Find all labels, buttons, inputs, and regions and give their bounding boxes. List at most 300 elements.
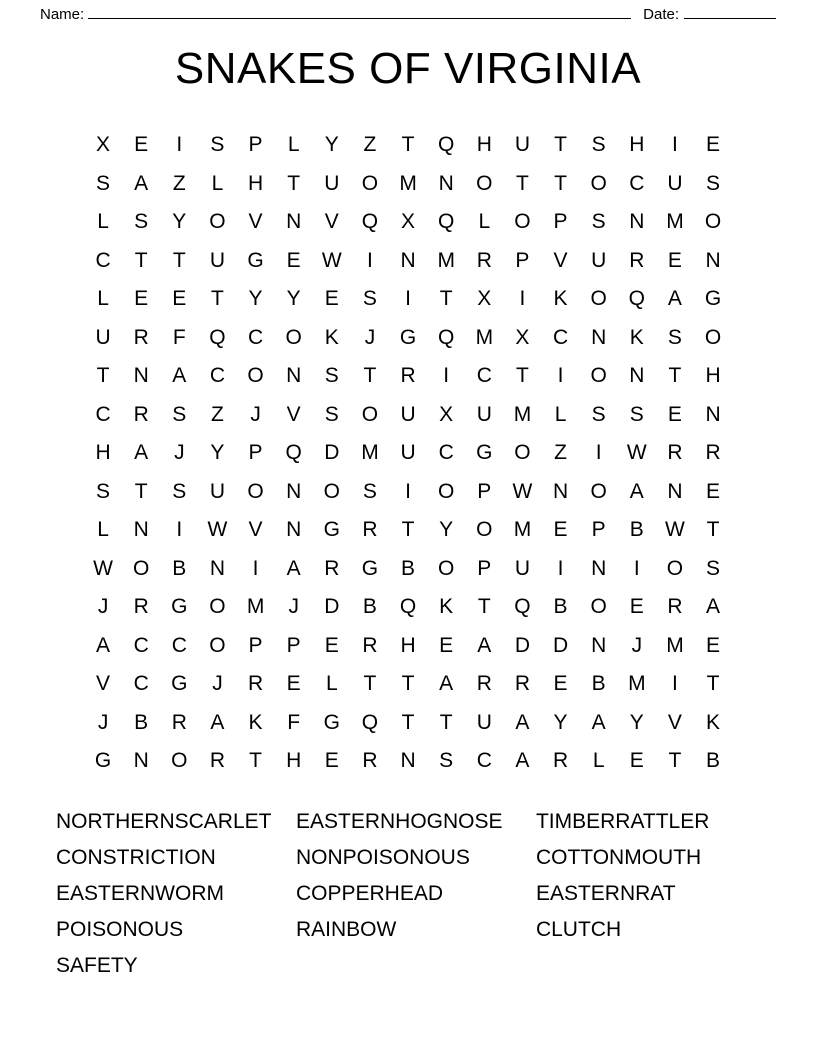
grid-cell[interactable]: U <box>591 248 607 272</box>
grid-cell[interactable]: O <box>171 749 188 773</box>
grid-cell[interactable]: I <box>367 248 373 272</box>
grid-cell[interactable]: U <box>400 441 416 465</box>
grid-cell[interactable]: S <box>591 133 606 157</box>
grid-cell[interactable]: H <box>286 749 302 773</box>
word-list-item[interactable]: NORTHERNSCARLET <box>56 809 272 833</box>
grid-cell[interactable]: Y <box>172 210 187 234</box>
grid-cell[interactable]: M <box>666 210 684 234</box>
grid-cell[interactable]: Y <box>629 710 644 734</box>
grid-cell[interactable]: P <box>286 633 301 657</box>
grid-cell[interactable]: T <box>401 710 415 734</box>
grid-cell[interactable]: N <box>400 749 416 773</box>
grid-cell[interactable]: B <box>134 710 149 734</box>
word-list-item[interactable]: RAINBOW <box>295 917 397 941</box>
grid-cell[interactable]: W <box>321 248 342 272</box>
grid-cell[interactable]: E <box>553 518 568 542</box>
grid-cell[interactable]: N <box>705 402 721 426</box>
grid-cell[interactable]: J <box>212 672 223 696</box>
grid-cell[interactable]: O <box>704 325 722 349</box>
grid-cell[interactable]: S <box>172 402 187 426</box>
grid-cell[interactable]: O <box>514 210 531 234</box>
grid-cell[interactable]: P <box>248 133 263 157</box>
grid-cell[interactable]: P <box>477 556 492 580</box>
grid-cell[interactable]: O <box>514 441 531 465</box>
grid-cell[interactable]: E <box>629 595 644 619</box>
grid-cell[interactable]: V <box>667 710 682 734</box>
grid-cell[interactable]: P <box>248 441 263 465</box>
grid-cell[interactable]: R <box>133 595 149 619</box>
grid-cell[interactable]: X <box>515 325 530 349</box>
grid-cell[interactable]: W <box>665 518 685 542</box>
grid-cell[interactable]: E <box>324 749 339 773</box>
grid-cell[interactable]: B <box>362 595 377 619</box>
grid-cell[interactable]: T <box>172 248 186 272</box>
grid-cell[interactable]: G <box>247 248 264 272</box>
grid-cell[interactable]: N <box>133 364 149 388</box>
grid-cell[interactable]: N <box>286 364 302 388</box>
grid-cell[interactable]: E <box>553 672 568 696</box>
grid-cell[interactable]: P <box>515 248 530 272</box>
grid-cell[interactable]: B <box>172 556 187 580</box>
grid-cell[interactable]: O <box>209 595 226 619</box>
grid-cell[interactable]: Z <box>554 441 567 465</box>
grid-cell[interactable]: S <box>706 556 721 580</box>
grid-cell[interactable]: L <box>287 133 300 157</box>
grid-cell[interactable]: O <box>209 633 226 657</box>
grid-cell[interactable]: R <box>362 749 378 773</box>
grid-cell[interactable]: O <box>323 479 340 503</box>
grid-cell[interactable]: M <box>513 402 532 426</box>
grid-cell[interactable]: V <box>248 518 263 542</box>
grid-cell[interactable]: S <box>172 479 187 503</box>
grid-cell[interactable]: Y <box>553 710 568 734</box>
grid-cell[interactable]: G <box>171 672 188 696</box>
grid-cell[interactable]: S <box>96 171 111 195</box>
grid-cell[interactable]: T <box>96 364 110 388</box>
grid-cell[interactable]: A <box>134 441 149 465</box>
grid-cell[interactable]: U <box>514 556 531 580</box>
grid-cell[interactable]: L <box>97 210 109 234</box>
name-blank-line[interactable] <box>88 6 631 19</box>
grid-cell[interactable]: T <box>363 672 377 696</box>
grid-cell[interactable]: O <box>133 556 150 580</box>
grid-cell[interactable]: X <box>401 210 416 234</box>
grid-cell[interactable]: I <box>405 287 411 311</box>
grid-cell[interactable]: V <box>324 210 339 234</box>
grid-cell[interactable]: Q <box>514 595 531 619</box>
grid-cell[interactable]: B <box>629 518 644 542</box>
grid-cell[interactable]: O <box>247 479 264 503</box>
grid-cell[interactable]: G <box>171 595 188 619</box>
grid-cell[interactable]: S <box>96 479 111 503</box>
grid-cell[interactable]: R <box>705 441 721 465</box>
grid-cell[interactable]: E <box>172 287 187 311</box>
grid-cell[interactable]: Y <box>439 518 454 542</box>
grid-cell[interactable]: G <box>704 287 722 311</box>
grid-cell[interactable]: O <box>666 556 684 580</box>
grid-cell[interactable]: L <box>97 518 109 542</box>
grid-cell[interactable]: D <box>324 441 340 465</box>
grid-cell[interactable]: A <box>96 633 111 657</box>
grid-cell[interactable]: L <box>325 672 338 696</box>
grid-cell[interactable]: J <box>97 595 109 619</box>
grid-cell[interactable]: U <box>95 325 111 349</box>
grid-cell[interactable]: W <box>626 441 647 465</box>
grid-cell[interactable]: M <box>361 441 379 465</box>
grid-cell[interactable]: O <box>361 171 379 195</box>
grid-cell[interactable]: F <box>287 710 301 734</box>
grid-cell[interactable]: E <box>629 749 644 773</box>
grid-cell[interactable]: S <box>362 479 377 503</box>
grid-cell[interactable]: P <box>591 518 606 542</box>
grid-cell[interactable]: M <box>437 248 455 272</box>
grid-cell[interactable]: T <box>668 749 682 773</box>
grid-cell[interactable]: N <box>438 171 454 195</box>
grid-cell[interactable]: K <box>248 710 263 734</box>
word-list-item[interactable]: COPPERHEAD <box>295 881 443 905</box>
grid-cell[interactable]: E <box>706 479 721 503</box>
grid-cell[interactable]: R <box>362 518 378 542</box>
grid-cell[interactable]: R <box>629 248 645 272</box>
grid-cell[interactable]: C <box>95 248 111 272</box>
grid-cell[interactable]: W <box>93 556 113 580</box>
grid-cell[interactable]: R <box>171 710 187 734</box>
grid-cell[interactable]: N <box>286 518 302 542</box>
grid-cell[interactable]: N <box>591 556 607 580</box>
grid-cell[interactable]: B <box>401 556 416 580</box>
grid-cell[interactable]: C <box>552 325 569 349</box>
word-list-item[interactable]: CONSTRICTION <box>56 845 216 869</box>
grid-cell[interactable]: E <box>439 633 454 657</box>
word-list-item[interactable]: CLUTCH <box>535 917 622 941</box>
grid-cell[interactable]: Q <box>438 133 455 157</box>
grid-cell[interactable]: T <box>134 479 148 503</box>
grid-cell[interactable]: J <box>288 595 299 619</box>
grid-cell[interactable]: N <box>133 749 149 773</box>
grid-cell[interactable]: S <box>362 287 377 311</box>
grid-cell[interactable]: Y <box>210 441 225 465</box>
grid-cell[interactable]: Z <box>363 133 377 157</box>
grid-cell[interactable]: R <box>133 325 149 349</box>
grid-cell[interactable]: M <box>513 518 532 542</box>
grid-cell[interactable]: O <box>361 402 379 426</box>
grid-cell[interactable]: A <box>706 595 721 619</box>
grid-cell[interactable]: E <box>667 248 682 272</box>
grid-cell[interactable]: A <box>515 710 530 734</box>
grid-cell[interactable]: A <box>629 479 644 503</box>
grid-cell[interactable]: R <box>667 441 683 465</box>
grid-cell[interactable]: H <box>705 364 721 388</box>
grid-cell[interactable]: E <box>324 287 339 311</box>
grid-cell[interactable]: K <box>553 287 568 311</box>
grid-cell[interactable]: S <box>134 210 149 234</box>
grid-cell[interactable]: S <box>210 133 225 157</box>
grid-cell[interactable]: E <box>134 133 149 157</box>
grid-cell[interactable]: M <box>246 595 265 619</box>
grid-cell[interactable]: V <box>96 672 111 696</box>
grid-cell[interactable]: J <box>174 441 185 465</box>
grid-cell[interactable]: Y <box>286 287 301 311</box>
grid-cell[interactable]: M <box>666 633 684 657</box>
grid-cell[interactable]: H <box>400 633 416 657</box>
grid-cell[interactable]: W <box>512 479 533 503</box>
grid-cell[interactable]: R <box>324 556 340 580</box>
grid-cell[interactable]: C <box>476 749 492 773</box>
grid-cell[interactable]: H <box>629 133 645 157</box>
grid-cell[interactable]: G <box>361 556 379 580</box>
grid-cell[interactable]: T <box>211 287 224 311</box>
grid-cell[interactable]: T <box>401 672 415 696</box>
grid-cell[interactable]: C <box>247 325 264 349</box>
grid-cell[interactable]: D <box>324 595 340 619</box>
grid-cell[interactable]: C <box>171 633 187 657</box>
word-list-item[interactable]: EASTERNHOGNOSE <box>295 809 503 833</box>
grid-cell[interactable]: Q <box>361 210 379 234</box>
grid-cell[interactable]: R <box>247 672 264 696</box>
grid-cell[interactable]: Q <box>438 325 455 349</box>
grid-cell[interactable]: M <box>475 325 494 349</box>
grid-cell[interactable]: I <box>176 518 183 542</box>
grid-cell[interactable]: P <box>553 210 568 234</box>
grid-cell[interactable]: L <box>97 287 109 311</box>
grid-cell[interactable]: J <box>631 633 643 657</box>
grid-cell[interactable]: Q <box>628 287 645 311</box>
grid-cell[interactable]: O <box>476 518 493 542</box>
grid-cell[interactable]: X <box>477 287 492 311</box>
grid-cell[interactable]: R <box>552 749 569 773</box>
grid-cell[interactable]: S <box>324 364 339 388</box>
grid-cell[interactable]: V <box>286 402 301 426</box>
word-list-item[interactable]: COTTONMOUTH <box>535 845 702 869</box>
grid-cell[interactable]: U <box>667 171 683 195</box>
grid-cell[interactable]: S <box>439 749 454 773</box>
grid-cell[interactable]: E <box>706 633 721 657</box>
grid-cell[interactable]: F <box>172 325 186 349</box>
grid-cell[interactable]: M <box>399 171 417 195</box>
grid-cell[interactable]: N <box>133 518 149 542</box>
grid-cell[interactable]: N <box>705 248 721 272</box>
word-list-item[interactable]: NONPOISONOUS <box>295 845 470 869</box>
grid-cell[interactable]: A <box>210 710 225 734</box>
grid-cell[interactable]: O <box>590 287 607 311</box>
word-list-item[interactable]: POISONOUS <box>56 917 184 941</box>
grid-cell[interactable]: R <box>209 749 226 773</box>
grid-cell[interactable]: H <box>95 441 111 465</box>
grid-cell[interactable]: R <box>133 402 149 426</box>
grid-cell[interactable]: V <box>553 248 568 272</box>
grid-cell[interactable]: N <box>552 479 569 503</box>
grid-cell[interactable]: J <box>364 325 376 349</box>
grid-cell[interactable]: C <box>438 441 454 465</box>
grid-cell[interactable]: A <box>477 633 492 657</box>
grid-cell[interactable]: U <box>476 710 492 734</box>
grid-cell[interactable]: I <box>443 364 450 388</box>
grid-cell[interactable]: Q <box>399 595 417 619</box>
grid-cell[interactable]: C <box>209 364 226 388</box>
grid-cell[interactable]: U <box>324 171 340 195</box>
grid-cell[interactable]: T <box>477 595 491 619</box>
grid-cell[interactable]: R <box>400 364 416 388</box>
grid-cell[interactable]: Y <box>248 287 263 311</box>
grid-cell[interactable]: X <box>439 402 454 426</box>
grid-cell[interactable]: W <box>207 518 228 542</box>
grid-cell[interactable]: S <box>629 402 644 426</box>
grid-cell[interactable]: Q <box>361 710 379 734</box>
grid-cell[interactable]: T <box>554 133 567 157</box>
grid-cell[interactable]: C <box>476 364 492 388</box>
grid-cell[interactable]: L <box>554 402 567 426</box>
grid-cell[interactable]: O <box>590 595 607 619</box>
grid-cell[interactable]: D <box>514 633 531 657</box>
grid-cell[interactable]: I <box>672 672 678 696</box>
grid-cell[interactable]: O <box>285 325 302 349</box>
grid-cell[interactable]: I <box>176 133 183 157</box>
grid-cell[interactable]: H <box>476 133 492 157</box>
grid-cell[interactable]: I <box>252 556 259 580</box>
grid-cell[interactable]: T <box>439 710 453 734</box>
grid-cell[interactable]: O <box>590 364 607 388</box>
grid-cell[interactable]: R <box>476 248 492 272</box>
grid-cell[interactable]: D <box>552 633 569 657</box>
grid-cell[interactable]: C <box>133 633 149 657</box>
grid-cell[interactable]: T <box>401 518 415 542</box>
grid-cell[interactable]: Q <box>438 210 455 234</box>
grid-cell[interactable]: E <box>286 248 301 272</box>
grid-cell[interactable]: C <box>629 171 645 195</box>
grid-cell[interactable]: Q <box>285 441 302 465</box>
grid-cell[interactable]: G <box>94 749 112 773</box>
grid-cell[interactable]: S <box>591 210 606 234</box>
grid-cell[interactable]: I <box>595 441 602 465</box>
grid-cell[interactable]: K <box>706 710 721 734</box>
grid-cell[interactable]: L <box>478 210 491 234</box>
grid-cell[interactable]: A <box>172 364 187 388</box>
grid-cell[interactable]: Q <box>209 325 226 349</box>
grid-cell[interactable]: U <box>476 402 492 426</box>
grid-cell[interactable]: T <box>249 749 262 773</box>
grid-cell[interactable]: Y <box>324 133 339 157</box>
grid-cell[interactable]: U <box>209 479 226 503</box>
grid-cell[interactable]: M <box>628 672 646 696</box>
grid-cell[interactable]: N <box>591 633 607 657</box>
grid-cell[interactable]: X <box>96 133 111 157</box>
grid-cell[interactable]: B <box>706 749 721 773</box>
grid-cell[interactable]: O <box>476 171 493 195</box>
grid-cell[interactable]: A <box>439 672 454 696</box>
grid-cell[interactable]: S <box>667 325 682 349</box>
word-list-item[interactable]: EASTERNWORM <box>56 881 224 905</box>
grid-cell[interactable]: Z <box>172 171 186 195</box>
grid-cell[interactable]: O <box>438 556 455 580</box>
grid-cell[interactable]: G <box>476 441 493 465</box>
grid-cell[interactable]: G <box>323 518 340 542</box>
grid-cell[interactable]: T <box>706 518 720 542</box>
grid-cell[interactable]: O <box>438 479 455 503</box>
grid-cell[interactable]: S <box>706 171 721 195</box>
grid-cell[interactable]: T <box>668 364 682 388</box>
grid-cell[interactable]: I <box>557 364 564 388</box>
grid-cell[interactable]: T <box>134 248 148 272</box>
grid-cell[interactable]: G <box>323 710 340 734</box>
grid-cell[interactable]: H <box>247 171 264 195</box>
grid-cell[interactable]: B <box>553 595 568 619</box>
grid-cell[interactable]: O <box>247 364 264 388</box>
grid-cell[interactable]: J <box>250 402 261 426</box>
grid-cell[interactable]: N <box>591 325 607 349</box>
grid-cell[interactable]: J <box>97 710 109 734</box>
grid-cell[interactable]: A <box>134 171 149 195</box>
grid-cell[interactable]: T <box>706 672 720 696</box>
grid-cell[interactable]: O <box>590 479 607 503</box>
grid-cell[interactable]: S <box>324 402 339 426</box>
grid-cell[interactable]: N <box>209 556 226 580</box>
grid-cell[interactable]: B <box>591 672 606 696</box>
word-list-item[interactable]: SAFETY <box>56 953 138 977</box>
grid-cell[interactable]: K <box>629 325 644 349</box>
grid-cell[interactable]: O <box>590 171 607 195</box>
grid-cell[interactable]: T <box>516 364 529 388</box>
grid-cell[interactable]: T <box>554 171 567 195</box>
grid-cell[interactable]: I <box>633 556 640 580</box>
grid-cell[interactable]: Z <box>211 402 224 426</box>
grid-cell[interactable]: O <box>704 210 722 234</box>
grid-cell[interactable]: E <box>324 633 339 657</box>
grid-cell[interactable]: O <box>209 210 226 234</box>
grid-cell[interactable]: N <box>286 210 302 234</box>
grid-cell[interactable]: T <box>401 133 415 157</box>
grid-cell[interactable]: I <box>557 556 564 580</box>
grid-cell[interactable]: I <box>519 287 526 311</box>
grid-cell[interactable]: T <box>287 171 301 195</box>
grid-cell[interactable]: U <box>400 402 416 426</box>
word-list-item[interactable]: TIMBERRATTLER <box>535 809 710 833</box>
grid-cell[interactable]: N <box>629 364 645 388</box>
grid-cell[interactable]: N <box>667 479 683 503</box>
grid-cell[interactable]: E <box>134 287 149 311</box>
grid-cell[interactable]: N <box>286 479 302 503</box>
grid-cell[interactable]: U <box>209 248 226 272</box>
grid-cell[interactable]: L <box>211 171 224 195</box>
grid-cell[interactable]: E <box>286 672 301 696</box>
grid-cell[interactable]: N <box>629 210 645 234</box>
grid-cell[interactable]: R <box>667 595 683 619</box>
grid-cell[interactable]: E <box>667 402 682 426</box>
grid-cell[interactable]: A <box>286 556 301 580</box>
grid-cell[interactable]: U <box>514 133 531 157</box>
grid-cell[interactable]: C <box>95 402 111 426</box>
grid-cell[interactable]: P <box>248 633 263 657</box>
grid-cell[interactable]: E <box>706 133 721 157</box>
grid-cell[interactable]: R <box>476 672 492 696</box>
grid-cell[interactable]: T <box>363 364 377 388</box>
grid-cell[interactable]: K <box>439 595 454 619</box>
grid-cell[interactable]: A <box>591 710 606 734</box>
grid-cell[interactable]: C <box>133 672 149 696</box>
grid-cell[interactable]: N <box>400 248 416 272</box>
grid-cell[interactable]: I <box>672 133 678 157</box>
grid-cell[interactable]: A <box>667 287 682 311</box>
grid-cell[interactable]: K <box>324 325 339 349</box>
grid-cell[interactable]: R <box>362 633 378 657</box>
grid-cell[interactable]: V <box>248 210 263 234</box>
date-blank-line[interactable] <box>684 6 776 19</box>
grid-cell[interactable]: A <box>515 749 530 773</box>
grid-cell[interactable]: I <box>405 479 411 503</box>
grid-cell[interactable]: T <box>439 287 453 311</box>
grid-cell[interactable]: R <box>514 672 531 696</box>
word-list-item[interactable]: EASTERNRAT <box>535 881 676 905</box>
grid-cell[interactable]: G <box>399 325 417 349</box>
